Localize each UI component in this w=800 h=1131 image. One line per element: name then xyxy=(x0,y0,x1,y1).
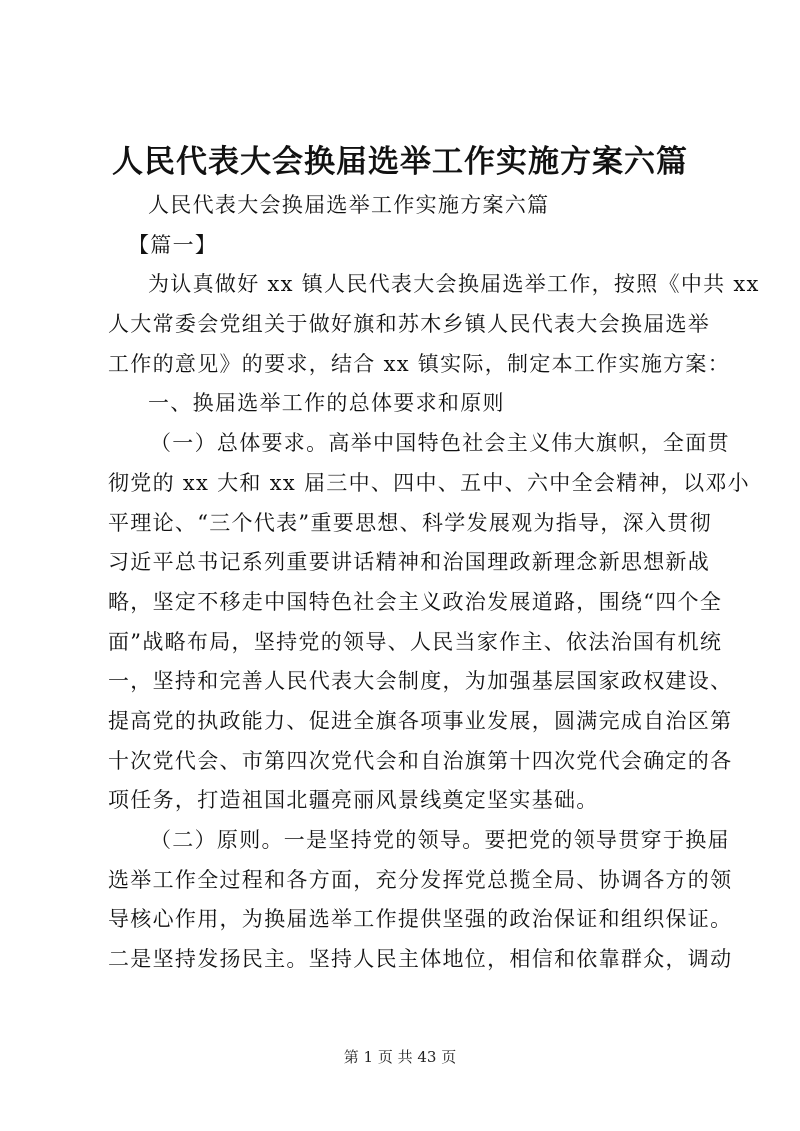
paragraph-line: 十次党代会、市第四次党代会和自治旗第十四次党代会确定的各 xyxy=(108,748,733,773)
paragraph-line: （一）总体要求。高举中国特色社会主义伟大旗帜，全面贯 xyxy=(150,431,730,456)
paragraph-line: 选举工作全过程和各方面，充分发挥党总揽全局、协调各方的领 xyxy=(108,867,733,892)
paragraph-line: 导核心作用，为换届选举工作提供坚强的政治保证和组织保证。 xyxy=(108,907,733,932)
paragraph-line: 平理论、“三个代表”重要思想、科学发展观为指导，深入贯彻 xyxy=(108,510,712,535)
paragraph-line: 二是坚持发扬民主。坚持人民主体地位，相信和依靠群众，调动 xyxy=(108,947,733,972)
paragraph-line: 提高党的执政能力、促进全旗各项事业发展，圆满完成自治区第 xyxy=(108,708,733,733)
section-heading: 一、换届选举工作的总体要求和原则 xyxy=(148,391,505,416)
paragraph-line: （二）原则。一是坚持党的领导。要把党的领导贯穿于换届 xyxy=(150,828,730,852)
paragraph-line: 习近平总书记系列重要讲话精神和治国理政新理念新思想新战 xyxy=(108,550,711,575)
paragraph-line: 工作的意见》的要求，结合 xx 镇实际，制定本工作实施方案： xyxy=(108,351,731,376)
subtitle-line: 人民代表大会换届选举工作实施方案六篇 xyxy=(148,193,550,217)
paragraph-line: 一，坚持和完善人民代表大会制度，为加强基层国家政权建设、 xyxy=(108,669,733,694)
paragraph-line: 为认真做好 xx 镇人民代表大会换届选举工作，按照《中共 xx xyxy=(148,272,760,297)
document-title: 人民代表大会换届选举工作实施方案六篇 xyxy=(112,144,688,180)
paragraph-line: 人大常委会党组关于做好旗和苏木乡镇人民代表大会换届选举 xyxy=(108,312,711,337)
paragraph-line: 项任务，打造祖国北疆亮丽风景线奠定坚实基础。 xyxy=(108,788,599,813)
paragraph-line: 面”战略布局，坚持党的领导、人民当家作主、依法治国有机统 xyxy=(108,629,723,654)
paragraph-line: 略，坚定不移走中国特色社会主义政治发展道路，围绕“四个全 xyxy=(108,589,723,614)
paragraph-line: 彻党的 xx 大和 xx 届三中、四中、五中、六中全会精神，以邓小 xyxy=(108,470,750,495)
section-marker: 【篇一】 xyxy=(128,232,218,257)
document-body xyxy=(108,186,760,980)
page-number: 第 1 页 共 43 页 xyxy=(343,1048,457,1066)
